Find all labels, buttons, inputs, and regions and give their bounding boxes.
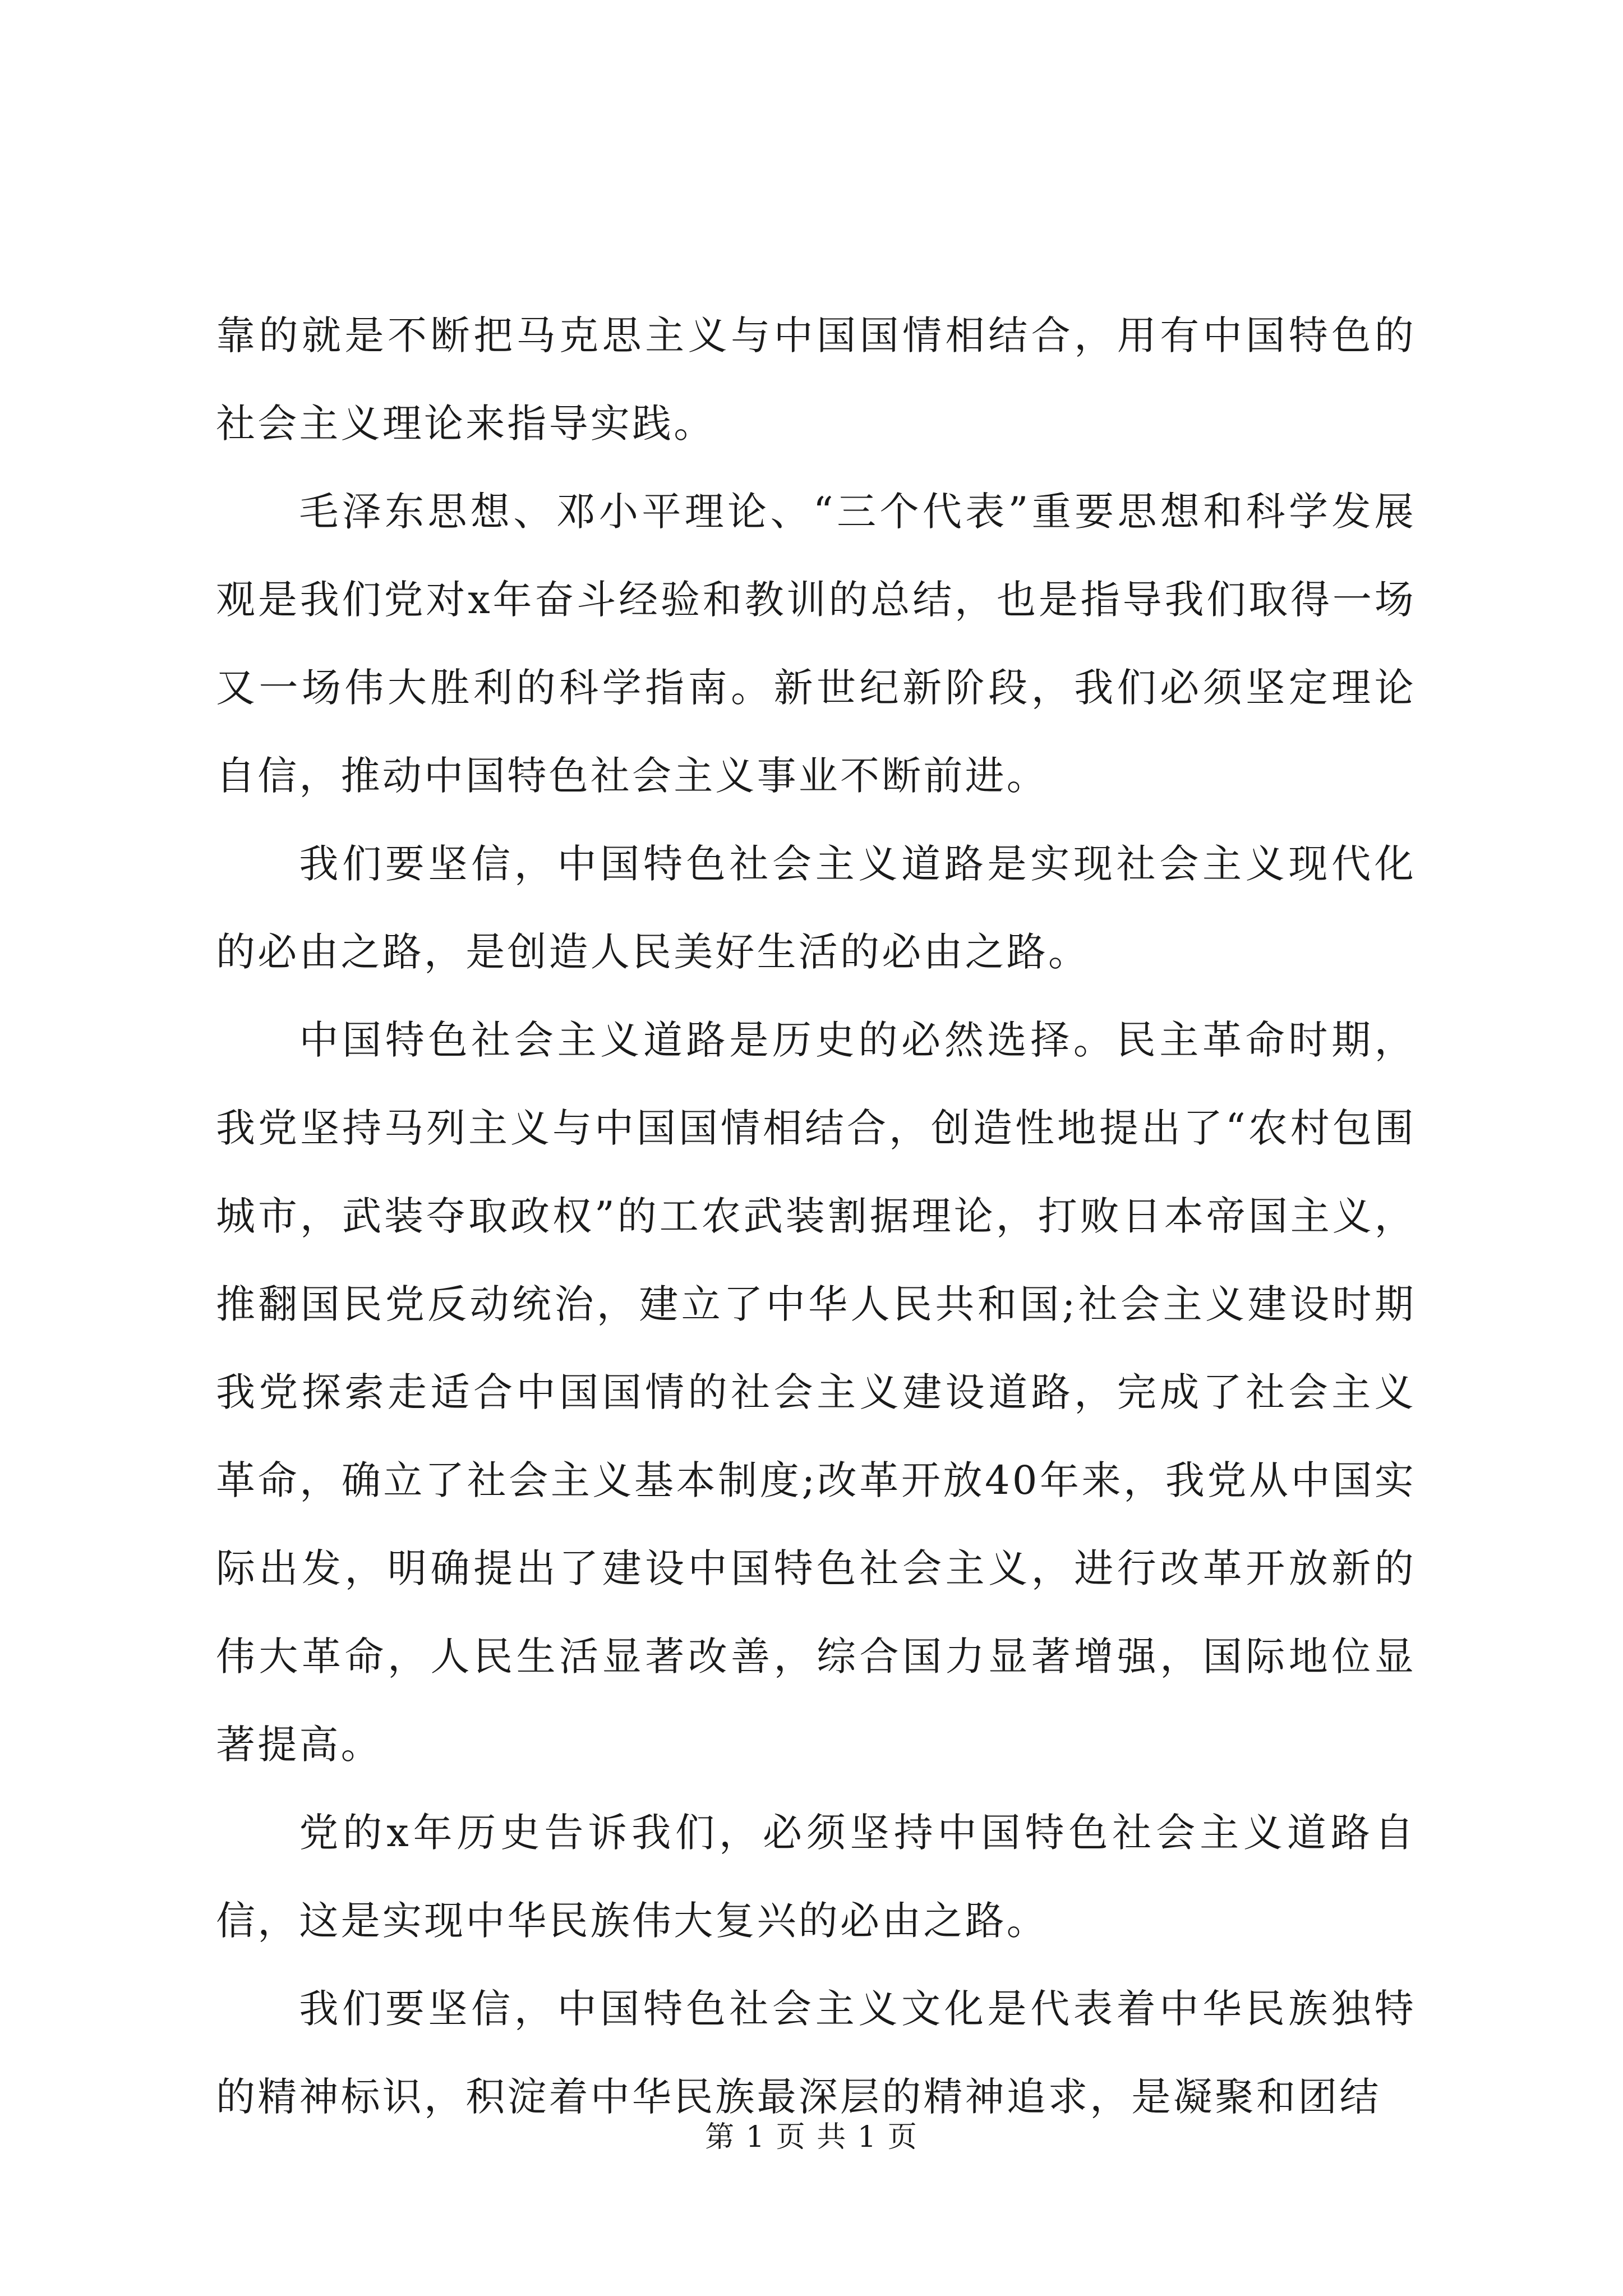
- paragraph-1: 靠的就是不断把马克思主义与中国国情相结合，用有中国特色的社会主义理论来指导实践。: [216, 312, 1416, 447]
- paragraph-4: 中国特色社会主义道路是历史的必然选择。民主革命时期，我党坚持马列主义与中国国情相结合，创造性地提出了“农村包围城市，武装夺取政权”的工农武装割据理论，打败日本帝国主义，推翻国民党反动统治，建立了中华人民共和国;社会主义建设时期我党探索走适合中国国情的社会主义建设道路，完成了社会主义革命，确立了社会主义基本制度;改革开放40年来，我党从中国实际出发，明确提出了建设中国特色社会主义，进行改革开放新的伟大革命，人民生活显著改善，综合国力显著增强，国际地位显著提高。: [216, 1017, 1416, 1768]
- document-body: [216, 292, 1416, 2141]
- paragraph-5: 党的x年历史告诉我们，必须坚持中国特色社会主义道路自信，这是实现中华民族伟大复兴的必由之路。: [216, 1810, 1416, 1944]
- paragraph-3: 我们要坚信，中国特色社会主义道路是实现社会主义现代化的必由之路，是创造人民美好生活的必由之路。: [216, 841, 1416, 975]
- page-footer: 第 1 页 共 1 页: [705, 2120, 918, 2154]
- paragraph-2: 毛泽东思想、邓小平理论、“三个代表”重要思想和科学发展观是我们党对x年奋斗经验和教训的总结，也是指导我们取得一场又一场伟大胜利的科学指南。新世纪新阶段，我们必须坚定理论自信，推动中国特色社会主义事业不断前进。: [216, 489, 1416, 799]
- paragraph-6: 我们要坚信，中国特色社会主义文化是代表着中华民族独特的精神标识，积淀着中华民族最深层的精神追求，是凝聚和团结: [216, 1986, 1416, 2120]
